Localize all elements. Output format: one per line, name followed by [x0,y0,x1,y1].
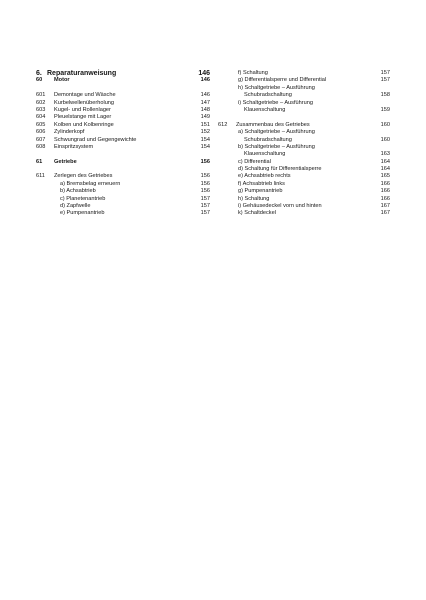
toc-entry [36,188,210,195]
toc-entry-number: 601 [36,92,46,99]
toc-entry-page: 160 [380,121,390,128]
toc-entry-page: 167 [380,210,390,217]
toc-entry [218,92,390,99]
toc-entry [218,85,390,92]
toc-entry-label: c) Differential [238,158,271,165]
toc-entry [218,77,390,84]
toc-entry-page: 157 [200,203,210,210]
toc-entry-number: 611 [36,173,45,180]
toc-entry-number: 607 [36,136,46,143]
toc-entry-label: g) Pumpenantrieb [238,188,283,195]
toc-entry [36,181,210,188]
toc-entry-page: 163 [380,151,390,158]
toc-entry-page: 148 [200,106,210,113]
toc-entry [218,159,390,166]
toc-entry-label: i) Schaltgetriebe – Ausführung [238,99,313,106]
toc-entry-number: 60 [36,77,43,84]
toc-entry-label: h) Schaltgetriebe – Ausführung [238,84,315,91]
toc-entry [36,114,210,121]
toc-entry [218,210,390,217]
toc-entry-label: f) Schaltung [238,70,268,76]
toc-left-column [36,70,210,218]
toc-entry [218,151,390,158]
toc-entry-page: 146 [198,70,210,77]
toc-entry-label: Klauenschaltung [244,106,286,113]
toc-entry-label: i) Gehäusedeckel vorn und hinten [238,203,322,210]
toc-entry [36,173,210,180]
toc-entry-page: 157 [380,70,390,76]
toc-entry-page: 156 [200,173,210,180]
toc-entry-label: a) Bremsbelag erneuern [60,180,121,187]
toc-entry-number: 605 [36,121,46,128]
toc-entry [36,129,210,136]
toc-entry-page: 159 [380,106,390,113]
toc-entry-label: h) Schaltung [238,195,270,202]
toc-entry [218,144,390,151]
toc-entry [36,210,210,217]
toc-entry-label: d) Zapfwelle [60,203,91,210]
toc-entry [36,92,210,99]
toc-entry [218,107,390,114]
toc-entry-page: 149 [200,114,210,121]
toc-entry [218,203,390,210]
toc-entry-page: 157 [200,210,210,217]
toc-entry [36,100,210,107]
toc-entry-label: Demontage und Wäsche [54,92,116,99]
toc-entry [36,137,210,144]
toc-entry-page: 156 [200,188,210,195]
toc-entry-label: Schubradschaltung [244,92,292,99]
toc-entry-page: 164 [380,166,390,173]
toc-entry-page: 160 [380,136,390,143]
toc-right-column [218,70,390,218]
toc-entry-label: Kolben und Kolbenringe [54,121,114,128]
toc-entry [36,107,210,114]
toc-entry-label: c) Planetenantrieb [60,195,106,202]
toc-entry-number: 608 [36,143,46,150]
toc-spacer [218,114,390,121]
toc-entry-page: 164 [380,158,390,165]
toc-entry [218,70,390,77]
toc-entry-page: 147 [200,99,210,106]
toc-spacer [36,166,210,173]
toc-entry [36,144,210,151]
toc-entry-page: 166 [380,180,390,187]
toc-entry [218,181,390,188]
toc-entry-page: 146 [200,77,210,84]
toc-spacer [36,85,210,92]
toc-entry [36,70,210,77]
toc-entry-page: 154 [200,136,210,143]
toc-entry-label: Einspritzsystem [54,143,94,150]
toc-entry-label: e) Pumpenantrieb [60,210,105,217]
toc-entry-number: 6. [36,70,42,77]
toc-entry [36,196,210,203]
toc-entry-page: 157 [380,77,390,84]
toc-entry [36,77,210,84]
toc-entry-label: Schwungrad und Gegengewichte [54,136,137,143]
toc-entry [36,159,210,166]
toc-entry [36,122,210,129]
toc-entry-label: Getriebe [54,158,77,165]
toc-entry-label: Schubradschaltung [244,136,292,143]
toc-entry-label: Klauenschaltung [244,151,286,158]
toc-entry-number: 606 [36,129,46,136]
toc-entry [218,122,390,129]
toc-entry-label: e) Achsabtrieb rechts [238,173,291,180]
toc-entry-label: b) Achsabtrieb [60,188,96,195]
toc-entry-label: Pleuelstange mit Lager [54,114,112,121]
toc-entry-page: 158 [380,92,390,99]
toc-entry-label: d) Schaltung für Differentialsperre [238,166,322,173]
toc-entry-label: g) Differentialsperre und Differential [238,77,327,84]
toc-entry [218,188,390,195]
toc-entry-page: 165 [380,173,390,180]
toc-entry-page: 157 [200,195,210,202]
toc-entry-page: 156 [200,180,210,187]
toc-entry-label: Kugel- und Rollenlager [54,106,111,113]
toc-entry-label: Zylinderkopf [54,129,85,136]
toc-entry [218,196,390,203]
toc-entry [218,137,390,144]
toc-entry-page: 154 [200,143,210,150]
toc-entry-page: 166 [380,195,390,202]
toc-entry [218,100,390,107]
toc-entry-page: 151 [200,121,210,128]
toc-entry [36,203,210,210]
toc-entry-label: k) Schaltdeckel [238,210,276,217]
toc-entry [218,166,390,173]
toc-entry-label: f) Achsabtrieb links [238,180,285,187]
toc-entry-number: 603 [36,106,46,113]
toc-entry-page: 166 [380,188,390,195]
toc-entry-number: 602 [36,99,46,106]
toc-entry-page: 146 [200,92,210,99]
toc-entry-page: 167 [380,203,390,210]
toc-entry-label: b) Schaltgetriebe – Ausführung [238,143,315,150]
toc-entry-number: 61 [36,158,43,165]
toc-entry-label: a) Schaltgetriebe – Ausführung [238,129,315,136]
toc-entry-page: 156 [200,158,210,165]
toc-entry-label: Motor [54,77,70,84]
toc-entry [218,173,390,180]
toc-entry-page: 152 [200,129,210,136]
toc-entry-label: Zerlegen des Getriebes [54,173,113,180]
toc-spacer [36,151,210,158]
toc-entry-label: Kurbelwellenüberholung [54,99,115,106]
toc-entry-number: 604 [36,114,46,121]
toc-entry-label: Zusammenbau des Getriebes [236,121,310,128]
toc-entry-number: 612 [218,121,228,128]
toc-entry-label: Reparaturanweisung [47,70,117,77]
toc-entry [218,129,390,136]
